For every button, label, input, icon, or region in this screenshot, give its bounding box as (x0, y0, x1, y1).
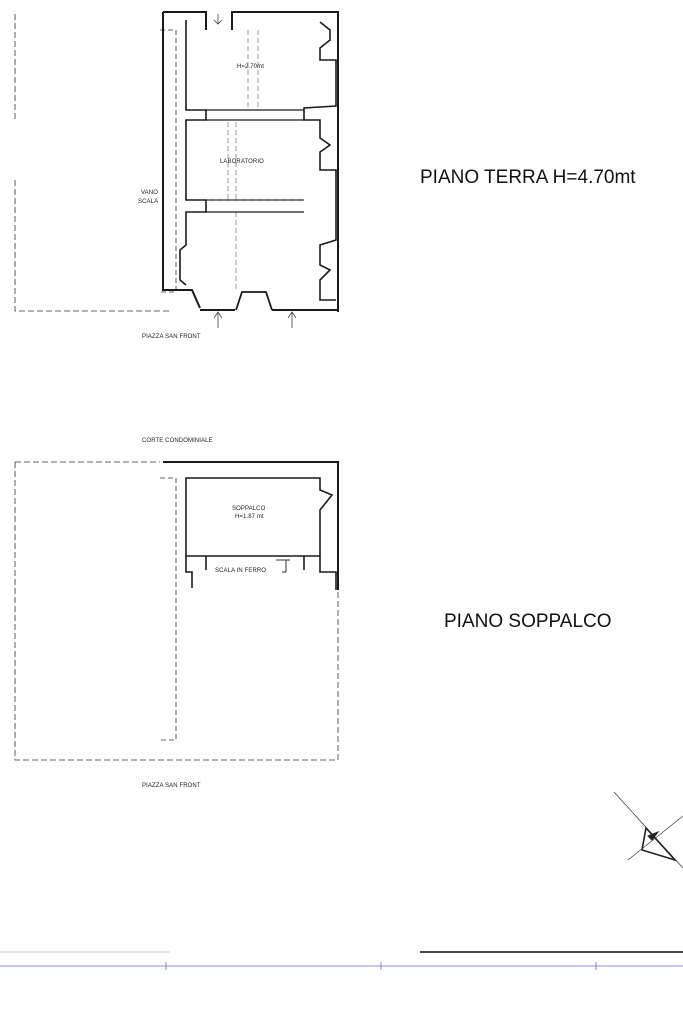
entrance-step (236, 292, 272, 310)
stair-label-1: VANO (141, 190, 158, 196)
outer-wall-north-left (163, 12, 206, 30)
ground-street-label: PIAZZA SAN FRONT (142, 334, 201, 340)
north-arrow-icon (614, 792, 683, 868)
mezz-iron-stair (276, 560, 290, 572)
mezzanine-height-label: H=1.87 mt (235, 514, 264, 520)
cross-wall-1 (206, 110, 304, 120)
outer-wall-west (163, 12, 200, 308)
iron-stair-label: SCALA IN FERRO (215, 568, 267, 574)
mezz-stair-dashed (160, 478, 176, 740)
ground-room-label: LABORATORIO (220, 159, 264, 165)
inner-wall-east (304, 22, 336, 300)
mezzanine-title: PIANO SOPPALCO (444, 611, 612, 632)
entrance-arrow-icon (214, 312, 222, 328)
entrance-arrow-icon-2 (288, 312, 296, 328)
ground-height-label: H=2.70mt (237, 64, 264, 70)
courtyard-label: CORTE CONDOMINIALE (142, 438, 213, 444)
inner-wall-west (180, 20, 206, 285)
mezzanine-plan (15, 462, 338, 760)
mezzanine-room-label: SOPPALCO (232, 506, 266, 512)
stair-area-outline (15, 14, 170, 311)
top-entrance-arrow-icon (214, 14, 222, 24)
sheet-guides (0, 952, 683, 970)
ground-floor-plan (15, 12, 338, 328)
cross-wall-2 (206, 200, 304, 212)
mezz-outline-dashed (15, 462, 338, 760)
stair-label-2: SCALA (138, 199, 159, 205)
mezzanine-street-label: PIAZZA SAN FRONT (142, 783, 201, 789)
ground-floor-title: PIANO TERRA H=4.70mt (420, 167, 636, 188)
